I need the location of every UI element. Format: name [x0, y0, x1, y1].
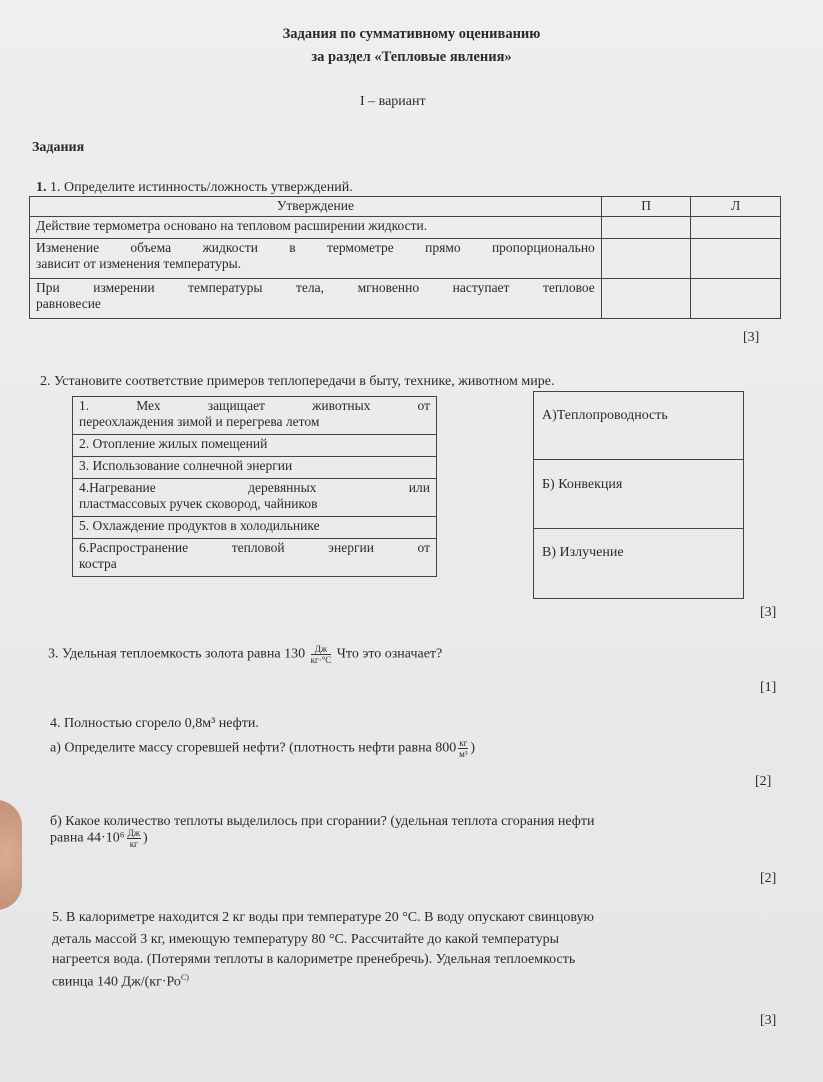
example-5-text: 5. Охлаждение продуктов в холодильнике — [79, 518, 320, 533]
example-item-2[interactable] — [73, 435, 437, 457]
unit-numerator: кг — [459, 738, 468, 748]
title-line-2: за раздел «Тепловые явления» — [311, 49, 512, 65]
example-1-line-1: 1. Мех защищает животных от — [79, 398, 430, 413]
task4b-line-1: б) Какое количество теплоты выделилось при сгорании? (удельная теплота сгорания нефти — [50, 814, 595, 829]
unit-denominator: кг·°С — [310, 655, 332, 665]
example-6-line-2: костра — [79, 556, 117, 571]
answer-true-cell-1[interactable] — [601, 217, 691, 239]
unit-numerator: Дж — [311, 644, 332, 655]
type-convection[interactable] — [534, 460, 743, 529]
unit-denominator: м³ — [459, 749, 468, 759]
statement-2-line-1: Изменение объема жидкости в термометре прямо пропорционально — [36, 240, 595, 255]
example-4-line-2: пластмассовых ручек сковород, чайников — [79, 496, 318, 511]
task5-score: [3] — [760, 1013, 777, 1028]
task5-line-3: нагреется вода. (Потерями теплоты в калориметре пренебречь). Удельная теплоемкость — [52, 952, 576, 967]
example-3-text: 3. Использование солнечной энергии — [79, 458, 293, 473]
task5-line-4 — [52, 973, 189, 991]
task3-text-before: 3. Удельная теплоемкость золота равна 130 — [48, 646, 306, 662]
task3-text-after: Что это означает? — [336, 646, 443, 662]
task4b-text: равна 44·10⁶ — [50, 830, 125, 846]
statement-2-line-2: зависит от изменения температуры. — [36, 256, 242, 271]
title-line-1: Задания по суммативному оцениванию — [282, 26, 541, 42]
statement-row-3 — [30, 279, 602, 319]
task2-score: [3] — [760, 605, 777, 620]
example-4-line-1: 4.Нагревание деревянных или — [79, 480, 430, 495]
variant-label: I – вариант — [360, 94, 426, 109]
example-item-6[interactable] — [73, 539, 437, 577]
statement-3-line-2: равновесие — [36, 296, 101, 311]
type-convection-label: Б) Конвекция — [542, 477, 623, 492]
heat-transfer-types — [533, 391, 744, 599]
task5-line-1: 5. В калориметре находится 2 кг воды при температуре 20 °С. В воду опускают свинцовую — [52, 910, 595, 925]
example-item-5[interactable] — [73, 517, 437, 539]
example-2-text: 2. Отопление жилых помещений — [79, 436, 268, 451]
col-false-header: Л — [691, 197, 781, 217]
answer-false-cell-1[interactable] — [691, 217, 781, 239]
unit-fraction-j-per-kg — [127, 828, 141, 849]
example-item-1[interactable] — [73, 397, 437, 435]
statement-3-line-1: При измерении температуры тела, мгновенно наступает тепловое — [36, 280, 595, 295]
type-conduction-label: А)Теплопроводность — [542, 408, 668, 423]
unit-fraction-kg-per-m3 — [458, 738, 468, 759]
task4b-line-2 — [50, 828, 148, 849]
answer-false-cell-3[interactable] — [691, 279, 781, 319]
task4-line: 4. Полностью сгорело 0,8м³ нефти. — [50, 716, 259, 731]
example-1-line-2: переохлаждения зимой и перегрева летом — [79, 414, 320, 429]
task5-line-2: деталь массой 3 кг, имеющую температуру 80 °С. Рассчитайте до какой температуры — [52, 932, 560, 947]
answer-true-cell-2[interactable] — [601, 239, 691, 279]
true-false-table — [29, 196, 781, 319]
statement-1-text: Действие термометра основано на тепловом расширении жидкости. — [36, 218, 428, 233]
task4a-line — [50, 738, 475, 759]
example-item-3[interactable] — [73, 457, 437, 479]
type-conduction[interactable] — [534, 392, 743, 460]
example-item-4[interactable] — [73, 479, 437, 517]
answer-true-cell-3[interactable] — [601, 279, 691, 319]
statement-row-2 — [30, 239, 602, 279]
task4b-close: ) — [142, 830, 148, 846]
task3-score: [1] — [760, 680, 777, 695]
task4b-score: [2] — [760, 871, 777, 886]
unit-fraction-j-per-kg-c — [311, 644, 332, 665]
unit-denominator: кг — [129, 839, 138, 849]
task2-prompt: 2. Установите соответствие примеров теплопередачи в быту, технике, животном мире. — [40, 374, 555, 389]
examples-table — [72, 396, 437, 577]
task5-line-4-text: свинца 140 Дж/(кг·Ро — [52, 974, 181, 990]
col-statement-header: Утверждение — [30, 197, 602, 217]
task4a-close: ) — [470, 740, 476, 756]
type-radiation-label: В) Излучение — [542, 545, 624, 560]
finger-shadow — [0, 800, 22, 910]
col-true-header: П — [601, 197, 691, 217]
example-6-line-1: 6.Распространение тепловой энергии от — [79, 540, 430, 555]
statement-row-1 — [30, 217, 602, 239]
section-heading: Задания — [32, 140, 85, 155]
task3-line — [48, 644, 442, 665]
task1-prompt: 1. 1. Определите истинность/ложность утверждений. — [36, 180, 353, 195]
task4a-text: а) Определите массу сгоревшей нефти? (плотность нефти равна 800 — [50, 740, 457, 756]
unit-numerator: Дж — [127, 828, 140, 838]
task4a-score: [2] — [755, 774, 772, 789]
task5-superscript: С) — [180, 973, 189, 982]
task1-score: [3] — [743, 330, 760, 345]
type-radiation[interactable] — [534, 529, 743, 598]
task1-prompt-text: 1. Определите истинность/ложность утверждений. — [50, 180, 353, 195]
answer-false-cell-2[interactable] — [691, 239, 781, 279]
